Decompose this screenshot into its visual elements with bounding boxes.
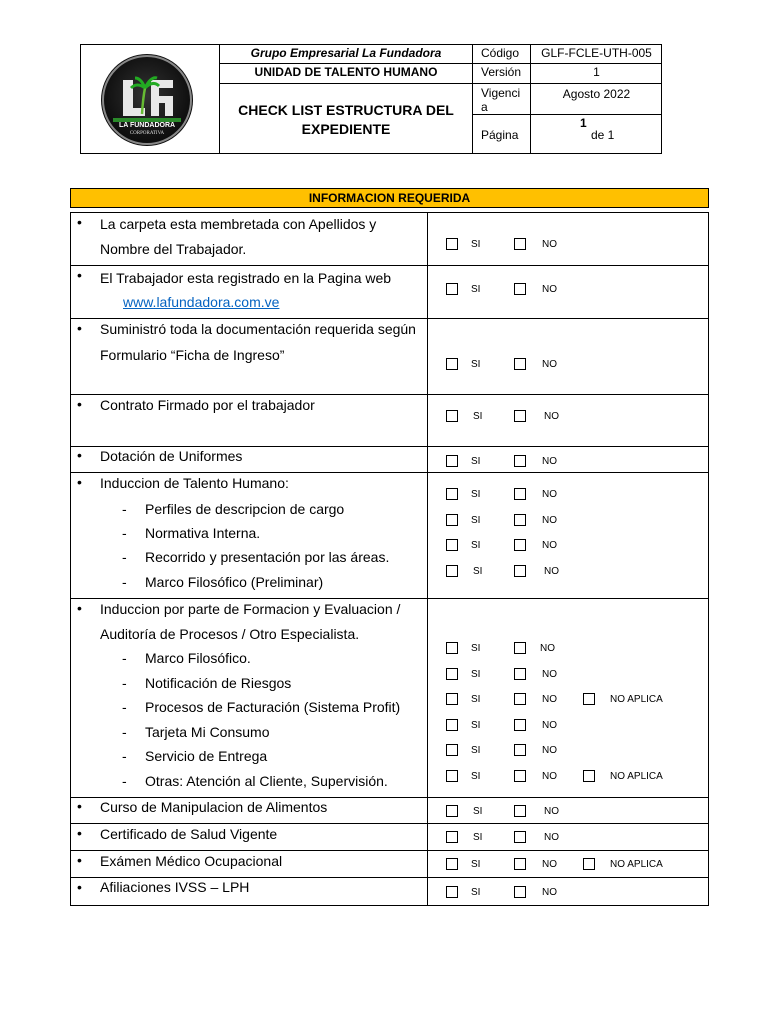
checkbox-si[interactable] [446,719,458,731]
label-si: SI [471,643,481,654]
bullet: • [77,798,82,814]
checkbox-si[interactable] [446,488,458,500]
checkbox-no-aplica[interactable] [583,770,595,782]
label-no: NO [544,832,559,843]
website-link[interactable]: www.lafundadora.com.ve [123,294,280,310]
sub-item: Perfiles de descripcion de cargo [145,501,345,517]
checkbox-si[interactable] [446,744,458,756]
dash: - [122,549,127,565]
checkbox-si[interactable] [446,642,458,654]
label-si: SI [471,859,481,870]
checkbox-si[interactable] [446,539,458,551]
checkbox-no[interactable] [514,283,526,295]
section-title: INFORMACION REQUERIDA [70,188,709,208]
checkbox-si[interactable] [446,358,458,370]
checkbox-si[interactable] [446,770,458,782]
item-documentacion: Suministró toda la documentación requerida según [100,321,416,337]
sub-item: Procesos de Facturación (Sistema Profit) [145,699,401,715]
label-si: SI [471,359,481,370]
checkbox-no[interactable] [514,238,526,250]
label-no: NO [542,720,557,731]
label-no: NO [542,887,557,898]
checkbox-si[interactable] [446,831,458,843]
label-no: NO [542,694,557,705]
label-no: NO [542,456,557,467]
vigencia-label-wrap: a [481,100,488,114]
unit-name: UNIDAD DE TALENTO HUMANO [254,65,438,79]
checkbox-no[interactable] [514,668,526,680]
checkbox-no[interactable] [514,744,526,756]
bullet: • [77,879,82,895]
checkbox-no[interactable] [514,565,526,577]
item-induccion-fe: Induccion por parte de Formacion y Evaluacion / [100,601,401,617]
label-no-aplica: NO APLICA [610,859,663,870]
item-documentacion-cont: Formulario “Ficha de Ingreso” [100,347,285,363]
checkbox-no[interactable] [514,886,526,898]
checkbox-no[interactable] [514,410,526,422]
doc-title-line2: EXPEDIENTE [301,121,391,137]
item-induccion-th: Induccion de Talento Humano: [100,475,289,491]
logo-subtext: CORPORATIVA [129,131,165,136]
dash: - [122,574,127,590]
label-si: SI [473,566,483,577]
checkbox-no[interactable] [514,358,526,370]
dash: - [122,724,127,740]
sub-item: Otras: Atención al Cliente, Supervisión. [145,773,388,789]
label-no: NO [542,515,557,526]
checkbox-no[interactable] [514,719,526,731]
item-carpeta: La carpeta esta membretada con Apellidos y [100,216,377,232]
checkbox-si[interactable] [446,886,458,898]
sub-item: Normativa Interna. [145,525,261,541]
label-si: SI [471,515,481,526]
label-si: SI [473,806,483,817]
label-si: SI [471,745,481,756]
dash: - [122,650,127,666]
bullet: • [77,396,82,412]
label-si: SI [473,832,483,843]
checkbox-si[interactable] [446,693,458,705]
sub-item: Servicio de Entrega [145,748,268,764]
doc-title-line1: CHECK LIST ESTRUCTURA DEL [238,102,454,118]
dash: - [122,773,127,789]
item-contrato: Contrato Firmado por el trabajador [100,397,315,413]
label-si: SI [471,771,481,782]
label-si: SI [471,456,481,467]
checkbox-si[interactable] [446,805,458,817]
company-logo [101,54,193,146]
label-no: NO [542,669,557,680]
sub-item: Marco Filosófico (Preliminar) [145,574,324,590]
page-number: 1 [580,116,587,130]
dash: - [122,501,127,517]
page-label: Página [481,128,519,142]
checkbox-no[interactable] [514,693,526,705]
label-no: NO [542,489,557,500]
label-no: NO [542,745,557,756]
checkbox-si[interactable] [446,858,458,870]
checkbox-no[interactable] [514,805,526,817]
label-si: SI [471,284,481,295]
logo-text: LA FUNDADORA [118,122,176,129]
checkbox-no[interactable] [514,514,526,526]
dash: - [122,525,127,541]
checkbox-no[interactable] [514,488,526,500]
checkbox-no-aplica[interactable] [583,693,595,705]
label-no: NO [544,806,559,817]
sub-item: Marco Filosófico. [145,650,251,666]
bullet: • [77,320,82,336]
bullet: • [77,214,82,230]
checkbox-no[interactable] [514,831,526,843]
checkbox-si[interactable] [446,455,458,467]
label-si: SI [471,694,481,705]
bullet: • [77,852,82,868]
vigencia-value: Agosto 2022 [562,87,631,101]
checkbox-no-aplica[interactable] [583,858,595,870]
dash: - [122,748,127,764]
label-no-aplica: NO APLICA [610,694,663,705]
item-carpeta-cont: Nombre del Trabajador. [100,241,247,257]
checkbox-si[interactable] [446,514,458,526]
label-no: NO [542,771,557,782]
item-curso: Curso de Manipulacion de Alimentos [100,799,328,815]
label-no: NO [544,411,559,422]
label-no: NO [542,284,557,295]
label-no: NO [544,566,559,577]
page-total: de 1 [591,128,615,142]
dash: - [122,699,127,715]
item-induccion-fe-cont: Auditoría de Procesos / Otro Especialista. [100,626,360,642]
bullet: • [77,825,82,841]
checkbox-si[interactable] [446,283,458,295]
checkbox-no[interactable] [514,455,526,467]
sub-item: Recorrido y presentación por las áreas. [145,549,390,565]
vigencia-label: Vigenci [481,86,521,100]
item-registro: El Trabajador esta registrado en la Pagina web [100,270,392,286]
sub-item: Notificación de Riesgos [145,675,292,691]
label-no: NO [542,540,557,551]
item-examen: Exámen Médico Ocupacional [100,853,283,869]
bullet: • [77,600,82,616]
label-si: SI [473,411,483,422]
bullet: • [77,447,82,463]
label-si: SI [471,489,481,500]
label-no: NO [540,643,555,654]
label-no: NO [542,859,557,870]
checkbox-no[interactable] [514,858,526,870]
label-si: SI [471,669,481,680]
company-name: Grupo Empresarial La Fundadora [250,46,442,60]
checkbox-no[interactable] [514,770,526,782]
label-no: NO [542,359,557,370]
label-si: SI [471,887,481,898]
checkbox-no[interactable] [514,642,526,654]
label-no-aplica: NO APLICA [610,771,663,782]
checkbox-no[interactable] [514,539,526,551]
checkbox-si[interactable] [446,410,458,422]
label-si: SI [471,720,481,731]
dash: - [122,675,127,691]
sub-item: Tarjeta Mi Consumo [145,724,270,740]
bullet: • [77,267,82,283]
checkbox-si[interactable] [446,565,458,577]
item-certificado: Certificado de Salud Vigente [100,826,278,842]
label-si: SI [471,540,481,551]
checkbox-si[interactable] [446,668,458,680]
bullet: • [77,474,82,490]
code-value: GLF-FCLE-UTH-005 [541,46,652,60]
item-dotacion: Dotación de Uniformes [100,448,243,464]
label-si: SI [471,239,481,250]
checkbox-si[interactable] [446,238,458,250]
document-header [80,44,662,154]
version-value: 1 [593,65,600,79]
item-afiliaciones: Afiliaciones IVSS – LPH [100,879,250,895]
label-no: NO [542,239,557,250]
version-label: Versión [481,65,522,79]
code-label: Código [481,46,520,60]
